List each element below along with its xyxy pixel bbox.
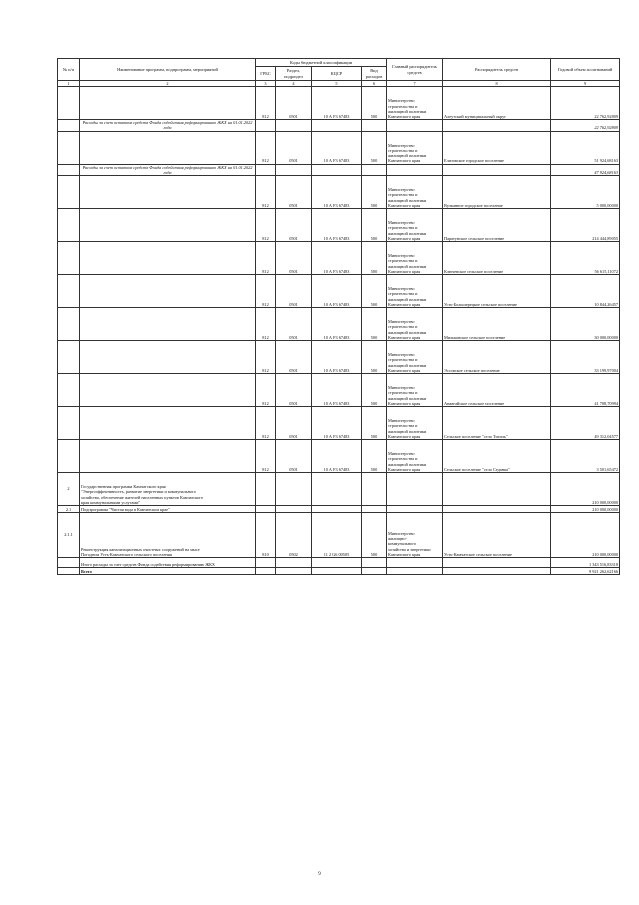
grand-total-label: Всего xyxy=(80,568,256,575)
row-vr: 500 xyxy=(362,176,387,209)
subtotal-empty xyxy=(276,164,312,175)
measure-razdel: 0502 xyxy=(276,513,312,558)
row-admin: Елизовское городское поселение xyxy=(443,131,551,164)
table-row xyxy=(58,308,620,341)
row-kcsr: 10 А F3 67483 xyxy=(312,242,362,275)
measure-kcsr: 11 2 G6 00505 xyxy=(312,513,362,558)
measure-main-admin: Министерство жилищно- коммунального хозяйства и энергетики Камчатского края xyxy=(387,513,443,558)
row-num xyxy=(58,242,80,275)
row-num xyxy=(58,176,80,209)
row-num xyxy=(58,440,80,473)
header-main-admin: Главный распорядитель средств xyxy=(387,59,443,81)
table-row xyxy=(58,87,620,120)
table-row xyxy=(58,374,620,407)
row-num xyxy=(58,209,80,242)
row-main-admin: Министерство строительства и жилищной политики Камчатского края xyxy=(387,131,443,164)
row-name xyxy=(80,87,256,120)
row-admin: Сельское поселение "село Седанка" xyxy=(443,440,551,473)
table-row xyxy=(58,407,620,440)
header-vr: Вид расходов xyxy=(362,67,387,81)
row-main-admin: Министерство строительства и жилищной политики Камчатского края xyxy=(387,374,443,407)
row-razdel: 0501 xyxy=(276,87,312,120)
column-number: 7 xyxy=(387,81,443,87)
row-grbs: 812 xyxy=(256,209,276,242)
row-grbs: 812 xyxy=(256,407,276,440)
row-admin: Мильковское сельское поселение xyxy=(443,308,551,341)
row-name xyxy=(80,131,256,164)
header-np: № п/п xyxy=(58,59,80,81)
program-num: 2 xyxy=(58,473,80,506)
subprogram-amount: 210 000,00000 xyxy=(551,506,620,513)
fund-total-amount: 1 343 516,83318 xyxy=(551,558,620,568)
row-vr: 500 xyxy=(362,242,387,275)
table-row xyxy=(58,242,620,275)
row-amount: 51 924,68163 xyxy=(551,131,620,164)
row-razdel: 0501 xyxy=(276,242,312,275)
row-vr: 500 xyxy=(362,374,387,407)
subtotal-empty xyxy=(387,164,443,175)
measure-num: 2.1.1 xyxy=(58,513,80,558)
subtotal-empty xyxy=(387,120,443,131)
subtotal-empty xyxy=(312,164,362,175)
subtotal-num xyxy=(58,164,80,175)
subtotal-row xyxy=(58,120,620,131)
row-amount: 22 762,92809 xyxy=(551,87,620,120)
row-name xyxy=(80,308,256,341)
row-name xyxy=(80,374,256,407)
measure-name: Реконструкция канализационных очистных сооружений на мысе Погодном Усть-Камчатского сельского поселения xyxy=(80,513,256,558)
program-amount: 210 000,00000 xyxy=(551,473,620,506)
row-vr: 500 xyxy=(362,407,387,440)
row-main-admin: Министерство строительства и жилищной политики Камчатского края xyxy=(387,440,443,473)
grand-total-row xyxy=(58,568,620,575)
row-amount: 3 501,65472 xyxy=(551,440,620,473)
row-grbs: 812 xyxy=(256,275,276,308)
column-number: 3 xyxy=(256,81,276,87)
row-kcsr: 10 А F3 67483 xyxy=(312,440,362,473)
grand-total-amount: 9 921 262,62166 xyxy=(551,568,620,575)
row-razdel: 0501 xyxy=(276,209,312,242)
budget-table xyxy=(57,58,620,575)
row-vr: 500 xyxy=(362,275,387,308)
row-name xyxy=(80,275,256,308)
header-grbs: ГРБС xyxy=(256,67,276,81)
row-main-admin: Министерство строительства и жилищной политики Камчатского края xyxy=(387,275,443,308)
header-kcsr: КЦСР xyxy=(312,67,362,81)
program-row xyxy=(58,473,620,506)
subprogram-name: Подпрограмма "Чистая вода в Камчатском крае" xyxy=(80,506,256,513)
subtotal-empty xyxy=(256,164,276,175)
subtotal-empty xyxy=(362,164,387,175)
row-admin: Усть-Большерецкое сельское поселение xyxy=(443,275,551,308)
row-grbs: 812 xyxy=(256,341,276,374)
measure-row xyxy=(58,513,620,558)
row-amount: 41 708,70994 xyxy=(551,374,620,407)
table-row xyxy=(58,341,620,374)
row-kcsr: 10 А F3 67483 xyxy=(312,176,362,209)
row-razdel: 0501 xyxy=(276,407,312,440)
row-admin: Паратунское сельское поселение xyxy=(443,209,551,242)
row-amount: 56 615,11072 xyxy=(551,242,620,275)
table-body xyxy=(58,87,620,575)
table-row xyxy=(58,209,620,242)
row-kcsr: 10 А F3 67483 xyxy=(312,308,362,341)
row-razdel: 0501 xyxy=(276,374,312,407)
row-main-admin: Министерство строительства и жилищной политики Камчатского края xyxy=(387,176,443,209)
table-row xyxy=(58,275,620,308)
column-number: 1 xyxy=(58,81,80,87)
subtotal-empty xyxy=(443,120,551,131)
row-vr: 500 xyxy=(362,87,387,120)
subtotal-empty xyxy=(443,164,551,175)
row-kcsr: 10 А F3 67483 xyxy=(312,131,362,164)
row-admin: Эссовское сельское поселение xyxy=(443,341,551,374)
row-name xyxy=(80,407,256,440)
row-main-admin: Министерство строительства и жилищной политики Камчатского края xyxy=(387,341,443,374)
header-codes-group: Коды бюджетной классификации xyxy=(256,59,387,67)
row-vr: 500 xyxy=(362,341,387,374)
subtotal-empty xyxy=(276,120,312,131)
fund-total-row xyxy=(58,558,620,568)
row-main-admin: Министерство строительства и жилищной политики Камчатского края xyxy=(387,209,443,242)
row-num xyxy=(58,87,80,120)
row-grbs: 812 xyxy=(256,374,276,407)
row-vr: 500 xyxy=(362,209,387,242)
row-grbs: 812 xyxy=(256,131,276,164)
header-razdel: Раздел, подраздел xyxy=(276,67,312,81)
row-razdel: 0501 xyxy=(276,176,312,209)
row-kcsr: 10 А F3 67483 xyxy=(312,275,362,308)
measure-admin: Усть-Камчатское сельское поселение xyxy=(443,513,551,558)
row-amount: 10 844,26457 xyxy=(551,275,620,308)
row-num xyxy=(58,407,80,440)
row-grbs: 812 xyxy=(256,176,276,209)
row-grbs: 812 xyxy=(256,242,276,275)
fund-total-label: Итого расходы за счет средств Фонда содействия реформированию ЖКХ xyxy=(80,558,256,568)
column-number: 5 xyxy=(312,81,362,87)
table-row xyxy=(58,131,620,164)
row-amount: 5 000,00000 xyxy=(551,176,620,209)
row-vr: 500 xyxy=(362,308,387,341)
row-kcsr: 10 А F3 67483 xyxy=(312,374,362,407)
row-razdel: 0501 xyxy=(276,308,312,341)
row-num xyxy=(58,131,80,164)
measure-grbs: 810 xyxy=(256,513,276,558)
row-kcsr: 10 А F3 67483 xyxy=(312,341,362,374)
header-total: Годовой объем ассигнований xyxy=(551,59,620,81)
row-amount: 30 000,00000 xyxy=(551,308,620,341)
row-vr: 500 xyxy=(362,131,387,164)
table-row xyxy=(58,440,620,473)
row-admin: Анавгайское сельское поселение xyxy=(443,374,551,407)
row-kcsr: 10 А F3 67483 xyxy=(312,209,362,242)
row-name xyxy=(80,242,256,275)
column-number: 9 xyxy=(551,81,620,87)
row-amount: 214 444,89055 xyxy=(551,209,620,242)
subtotal-label: Расходы за счет остатков средств Фонда содействия реформированию ЖКХ на 01.01.2022 года xyxy=(80,120,256,131)
row-razdel: 0501 xyxy=(276,131,312,164)
row-kcsr: 10 А F3 67483 xyxy=(312,407,362,440)
subprogram-num: 2.1 xyxy=(58,506,80,513)
row-main-admin: Министерство строительства и жилищной политики Камчатского края xyxy=(387,242,443,275)
row-admin: Сельское поселение "село Тигиль" xyxy=(443,407,551,440)
row-name xyxy=(80,176,256,209)
measure-vr: 500 xyxy=(362,513,387,558)
header-name: Наименование программ, подпрограмм, мероприятий xyxy=(80,59,256,81)
row-grbs: 812 xyxy=(256,87,276,120)
row-num xyxy=(58,308,80,341)
subtotal-label: Расходы за счет остатков средств Фонда содействия реформированию ЖКХ на 01.01.2022 года xyxy=(80,164,256,175)
row-main-admin: Министерство строительства и жилищной политики Камчатского края xyxy=(387,87,443,120)
column-number: 8 xyxy=(443,81,551,87)
subtotal-amount: 22 762,92809 xyxy=(551,120,620,131)
subtotal-amount: 47 924,68163 xyxy=(551,164,620,175)
row-main-admin: Министерство строительства и жилищной политики Камчатского края xyxy=(387,308,443,341)
row-razdel: 0501 xyxy=(276,341,312,374)
column-number: 2 xyxy=(80,81,256,87)
row-grbs: 812 xyxy=(256,440,276,473)
table-row xyxy=(58,176,620,209)
subtotal-num xyxy=(58,120,80,131)
row-grbs: 812 xyxy=(256,308,276,341)
subtotal-empty xyxy=(362,120,387,131)
header-admin: Распорядитель средств xyxy=(443,59,551,81)
row-admin: Алеутский муниципальный округ xyxy=(443,87,551,120)
column-number: 6 xyxy=(362,81,387,87)
page-number: 9 xyxy=(318,872,321,877)
row-name xyxy=(80,440,256,473)
subtotal-empty xyxy=(256,120,276,131)
row-num xyxy=(58,341,80,374)
subprogram-row xyxy=(58,506,620,513)
row-admin: Ключевское сельское поселение xyxy=(443,242,551,275)
column-number: 4 xyxy=(276,81,312,87)
row-razdel: 0501 xyxy=(276,440,312,473)
row-kcsr: 10 А F3 67483 xyxy=(312,87,362,120)
row-razdel: 0501 xyxy=(276,275,312,308)
row-num xyxy=(58,374,80,407)
subtotal-row xyxy=(58,164,620,175)
row-name xyxy=(80,209,256,242)
measure-amount: 210 000,00000 xyxy=(551,513,620,558)
row-num xyxy=(58,275,80,308)
program-name: Государственная программа Камчатского края "Энергоэффективность, развитие энергетики и коммунального хозяйства, обеспечение жителей населенных пунктов Камчатского края коммунальными услугами" xyxy=(80,473,256,506)
row-main-admin: Министерство строительства и жилищной политики Камчатского края xyxy=(387,407,443,440)
row-admin: Вулканное городское поселение xyxy=(443,176,551,209)
row-amount: 33 199,97004 xyxy=(551,341,620,374)
row-amount: 49 312,04577 xyxy=(551,407,620,440)
row-vr: 500 xyxy=(362,440,387,473)
subtotal-empty xyxy=(312,120,362,131)
row-name xyxy=(80,341,256,374)
